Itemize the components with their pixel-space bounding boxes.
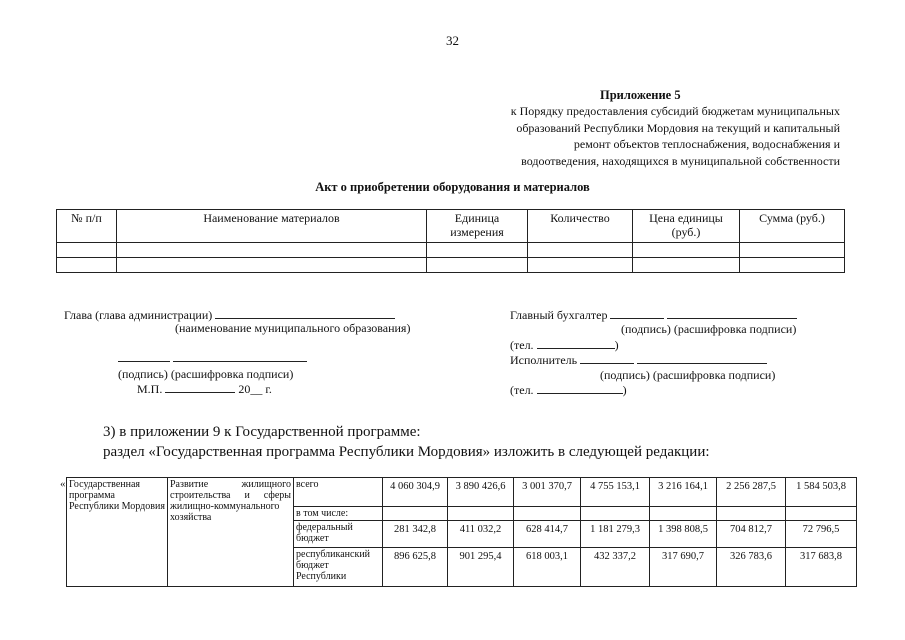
total-value: 2 256 287,5 (717, 478, 786, 507)
page-number: 32 (446, 33, 459, 48)
federal-value: 1 181 279,3 (581, 521, 650, 548)
appendix-title: Приложение 5 (600, 88, 681, 102)
section-line-1: 3) в приложении 9 к Государственной программе: (103, 424, 421, 440)
row-label-including: в том числе: (294, 507, 383, 521)
head-fill-line (215, 307, 395, 319)
appendix-line: водоотведения, находящихся в муниципальной собственности (521, 153, 840, 168)
republican-value: 618 003,1 (514, 548, 581, 587)
mp-label: М.П. (137, 382, 163, 396)
col-header-name: Наименование материалов (117, 210, 427, 243)
head-sign-lines (118, 350, 307, 365)
federal-value: 281 342,8 (383, 521, 448, 548)
tel-line-1: (тел. ) (510, 338, 619, 352)
mp-line (137, 381, 272, 396)
col-header-unit-price: Цена единицы (руб.) (633, 210, 740, 243)
republican-value: 432 337,2 (581, 548, 650, 587)
head-sign-sublabel: (подпись) (расшифровка подписи) (118, 367, 294, 381)
program-name-cell: Государственная программа Республики Мордовия (67, 478, 168, 587)
col-header-unit: Единица измерения (427, 210, 528, 243)
program-table (66, 477, 857, 587)
republican-value: 896 625,8 (383, 548, 448, 587)
act-table-header (57, 210, 845, 243)
accountant-sublabel: (подпись) (расшифровка подписи) (621, 322, 797, 336)
row-label-federal: федеральный бюджет (294, 521, 383, 548)
federal-value: 704 812,7 (717, 521, 786, 548)
federal-value: 411 032,2 (448, 521, 514, 548)
total-value: 4 755 153,1 (581, 478, 650, 507)
republican-value: 326 783,6 (717, 548, 786, 587)
federal-value: 72 796,5 (786, 521, 857, 548)
executor-line (510, 352, 767, 367)
act-table (56, 209, 845, 273)
republican-value: 317 683,8 (786, 548, 857, 587)
appendix-description (440, 103, 840, 169)
opening-quote: « (60, 478, 66, 490)
table-row (57, 258, 845, 273)
program-goal-cell: Развитие жилищного строительства и сферы жилищно-коммунального хозяйства (168, 478, 294, 587)
head-label: Глава (глава администрации) (64, 308, 213, 322)
col-header-number: № п/п (57, 210, 117, 243)
total-value: 3 216 164,1 (650, 478, 717, 507)
total-value: 1 584 503,8 (786, 478, 857, 507)
head-signature-line (64, 307, 395, 322)
table-row (57, 243, 845, 258)
federal-value: 1 398 808,5 (650, 521, 717, 548)
appendix-line: к Порядку предоставления субсидий бюджетам муниципальных (510, 104, 840, 118)
appendix-line: ремонт объектов теплоснабжения, водоснабжения и (573, 137, 840, 151)
table-row (67, 478, 857, 507)
federal-value: 628 414,7 (514, 521, 581, 548)
appendix-line: образований Республики Мордовия на текущий и капитальный (516, 120, 840, 135)
republican-value: 317 690,7 (650, 548, 717, 587)
section-line-2: раздел «Государственная программа Республики Мордовия» изложить в следующей редакции: (103, 444, 710, 460)
accountant-line (510, 307, 797, 322)
row-label-total: всего (294, 478, 383, 507)
year-label: 20__ г. (238, 382, 272, 396)
act-title: Акт о приобретении оборудования и материалов (315, 180, 590, 194)
total-value: 4 060 304,9 (383, 478, 448, 507)
head-sublabel: (наименование муниципального образования) (175, 321, 411, 335)
total-value: 3 001 370,7 (514, 478, 581, 507)
executor-sublabel: (подпись) (расшифровка подписи) (600, 368, 776, 382)
total-value: 3 890 426,6 (448, 478, 514, 507)
tel-line-2: (тел. ) (510, 383, 627, 397)
accountant-label: Главный бухгалтер (510, 308, 608, 322)
col-header-sum: Сумма (руб.) (740, 210, 845, 243)
republican-value: 901 295,4 (448, 548, 514, 587)
col-header-quantity: Количество (528, 210, 633, 243)
row-label-republican: республиканский бюджет Республики (294, 548, 383, 587)
executor-label: Исполнитель (510, 353, 578, 367)
